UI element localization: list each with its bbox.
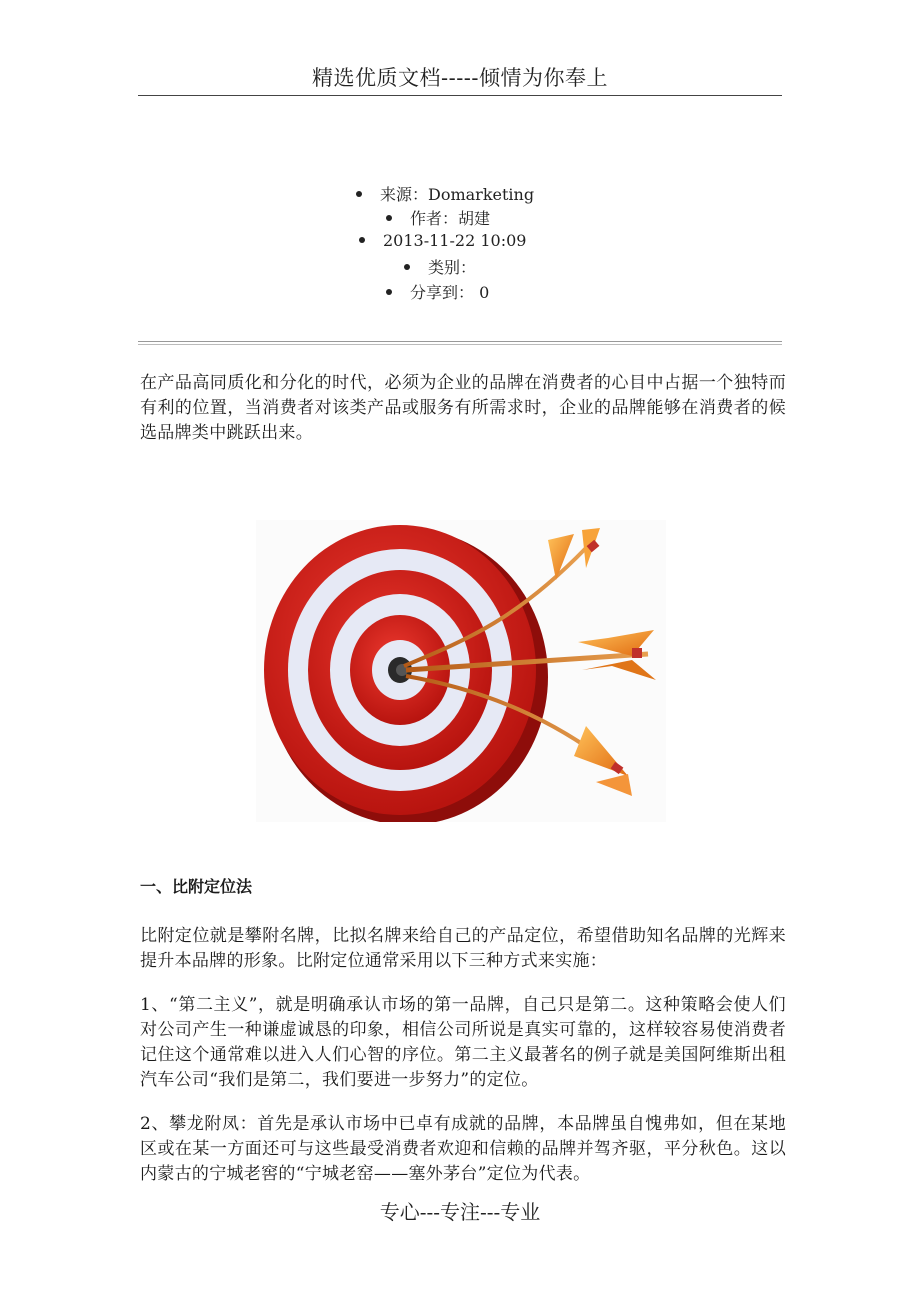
meta-date-text: 2013-11-22 10:09 [383, 231, 527, 250]
section-paragraph-point-2: 2、攀龙附凤：首先是承认市场中已卓有成就的品牌，本品牌虽自愧弗如，但在某地区或在某一方面还可与这些最受消费者欢迎和信赖的品牌并驾齐驱，平分秋色。这以内蒙古的宁城老窖的“宁城老窑——塞外茅台”定位为代表。 [140, 1114, 786, 1184]
meta-source [356, 182, 534, 205]
bullet-icon [359, 237, 365, 243]
meta-share-text[interactable]: 分享到： 0 [410, 283, 490, 302]
meta-author [386, 206, 490, 229]
header-rule [138, 95, 782, 96]
meta-source-text: 来源：Domarketing [380, 185, 535, 204]
meta-date [359, 231, 526, 250]
separator-rule [138, 341, 782, 345]
bullet-icon [386, 215, 392, 221]
bullet-icon [356, 191, 362, 197]
meta-category-text: 类别： [428, 258, 477, 277]
bullet-icon [404, 264, 410, 270]
target-illustration [256, 520, 666, 822]
bullet-icon [386, 289, 392, 295]
intro-paragraph: 在产品高同质化和分化的时代，必须为企业的品牌在消费者的心目中占据一个独特而有利的位置，当消费者对该类产品或服务有所需求时，企业的品牌能够在消费者的候选品牌类中跳跃出来。 [140, 373, 786, 443]
meta-category [404, 255, 476, 278]
page-footer: 专心---专注---专业 [379, 1200, 541, 1224]
section-heading: 一、比附定位法 [140, 877, 253, 896]
meta-share[interactable] [386, 280, 489, 303]
target-with-arrows-icon [256, 520, 666, 822]
page-header: 精选优质文档-----倾情为你奉上 [312, 66, 608, 90]
meta-author-text: 作者：胡建 [410, 209, 491, 228]
section-paragraph-intro: 比附定位就是攀附名牌，比拟名牌来给自己的产品定位，希望借助知名品牌的光辉来提升本品牌的形象。比附定位通常采用以下三种方式来实施： [140, 926, 786, 971]
section-paragraph-point-1: 1、“第二主义”，就是明确承认市场的第一品牌，自己只是第二。这种策略会使人们对公司产生一种谦虚诚恳的印象，相信公司所说是真实可靠的，这样较容易使消费者记住这个通常难以进入人们心智的序位。第二主义最著名的例子就是美国阿维斯出租汽车公司“我们是第二，我们要进一步努力”的定位。 [140, 995, 786, 1090]
